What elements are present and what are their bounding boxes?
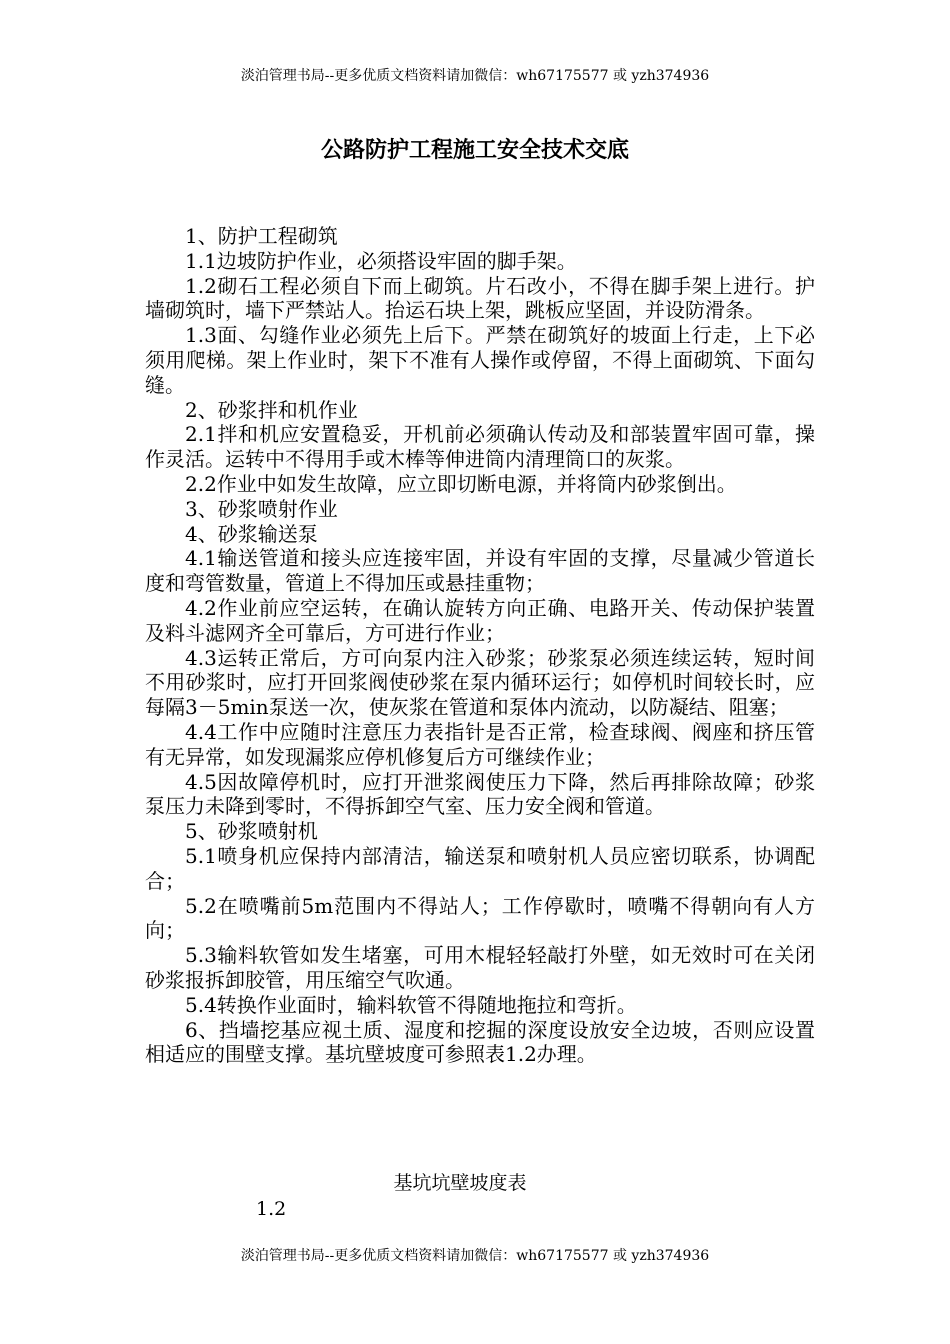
- section-heading: 1、防护工程砌筑: [185, 224, 338, 248]
- footer-note: 淡泊管理书局--更多优质文档资料请加微信：wh67175577 或 yzh374936: [240, 1248, 710, 1264]
- paragraph: 4.1输送管道和接头应连接牢固，并设有牢固的支撑，尽量减少管道长度和弯管数量，管道上不得加压或悬挂重物；: [145, 546, 815, 596]
- paragraph: 2.2作业中如发生故障，应立即切断电源，并将筒内砂浆倒出。: [185, 471, 737, 496]
- paragraph: 4.2作业前应空运转，在确认旋转方向正确、电路开关、传动保护装置及料斗滤网齐全可靠后，方可进行作业；: [145, 595, 815, 645]
- header-note: 淡泊管理书局--更多优质文档资料请加微信：wh67175577 或 yzh374936: [240, 68, 710, 84]
- paragraph: 1.1边坡防护作业，必须搭设牢固的脚手架。: [185, 248, 577, 273]
- paragraph: 5.3输料软管如发生堵塞，可用木棍轻轻敲打外壁，如无效时可在关闭砂浆报拆卸胶管，用压缩空气吹通。: [145, 943, 815, 992]
- page-title: 公路防护工程施工安全技术交底: [320, 138, 629, 163]
- paragraph: 4.4工作中应随时注意压力表指针是否正常，检查球阀、阀座和挤压管有无异常，如发现漏浆应停机修复后方可继续作业；: [145, 719, 815, 769]
- section-heading: 5、砂浆喷射机: [185, 819, 318, 844]
- paragraph: 1.2砌石工程必须自下而上砌筑。片石改小，不得在脚手架上进行。护墙砌筑时，墙下严禁站人。抬运石块上架，跳板应坚固，并设防滑条。: [145, 273, 815, 323]
- paragraph: 2.1拌和机应安置稳妥，开机前必须确认传动及和部装置牢固可靠，操作灵活。运转中不得用手或木棒等伸进筒内清理筒口的灰浆。: [145, 422, 815, 472]
- section-heading: 2、砂浆拌和机作业: [185, 397, 358, 422]
- section-heading: 4、砂浆输送泵: [185, 521, 318, 546]
- paragraph: 6、挡墙挖基应视土质、湿度和挖掘的深度设放安全边坡，否则应设置相适应的围壁支撑。基坑壁坡度可参照表1.2办理。: [145, 1017, 815, 1067]
- paragraph: 4.5因故障停机时，应打开泄浆阀使压力下降，然后再排除故障；砂浆泵压力未降到零时，不得拆卸空气室、压力安全阀和管道。: [145, 769, 815, 819]
- paragraph: 1.3面、勾缝作业必须先上后下。严禁在砌筑好的坡面上行走，上下必须用爬梯。架上作业时，架下不准有人操作或停留，不得上面砌筑、下面勾缝。: [145, 323, 815, 397]
- paragraph: 5.2在喷嘴前5m范围内不得站人；工作停歇时，喷嘴不得朝向有人方向；: [145, 893, 815, 943]
- paragraph: 4.3运转正常后，方可向泵内注入砂浆；砂浆泵必须连续运转，短时间不用砂浆时，应打开回浆阀使砂浆在泵内循环运行；如停机时间较长时，应每隔3－5min泵送一次，使灰浆在管道和泵体内流动，以防凝结、阻塞；: [145, 645, 815, 720]
- paragraph: 5.1喷身机应保持内部清洁，输送泵和喷射机人员应密切联系，协调配合；: [145, 843, 815, 893]
- body-text: [145, 224, 815, 1067]
- table-number: 1.2: [256, 1198, 287, 1220]
- section-heading: 3、砂浆喷射作业: [185, 496, 338, 521]
- table-caption: 基坑坑壁坡度表: [393, 1172, 527, 1194]
- paragraph: 5.4转换作业面时，输料软管不得随地拖拉和弯折。: [185, 992, 637, 1017]
